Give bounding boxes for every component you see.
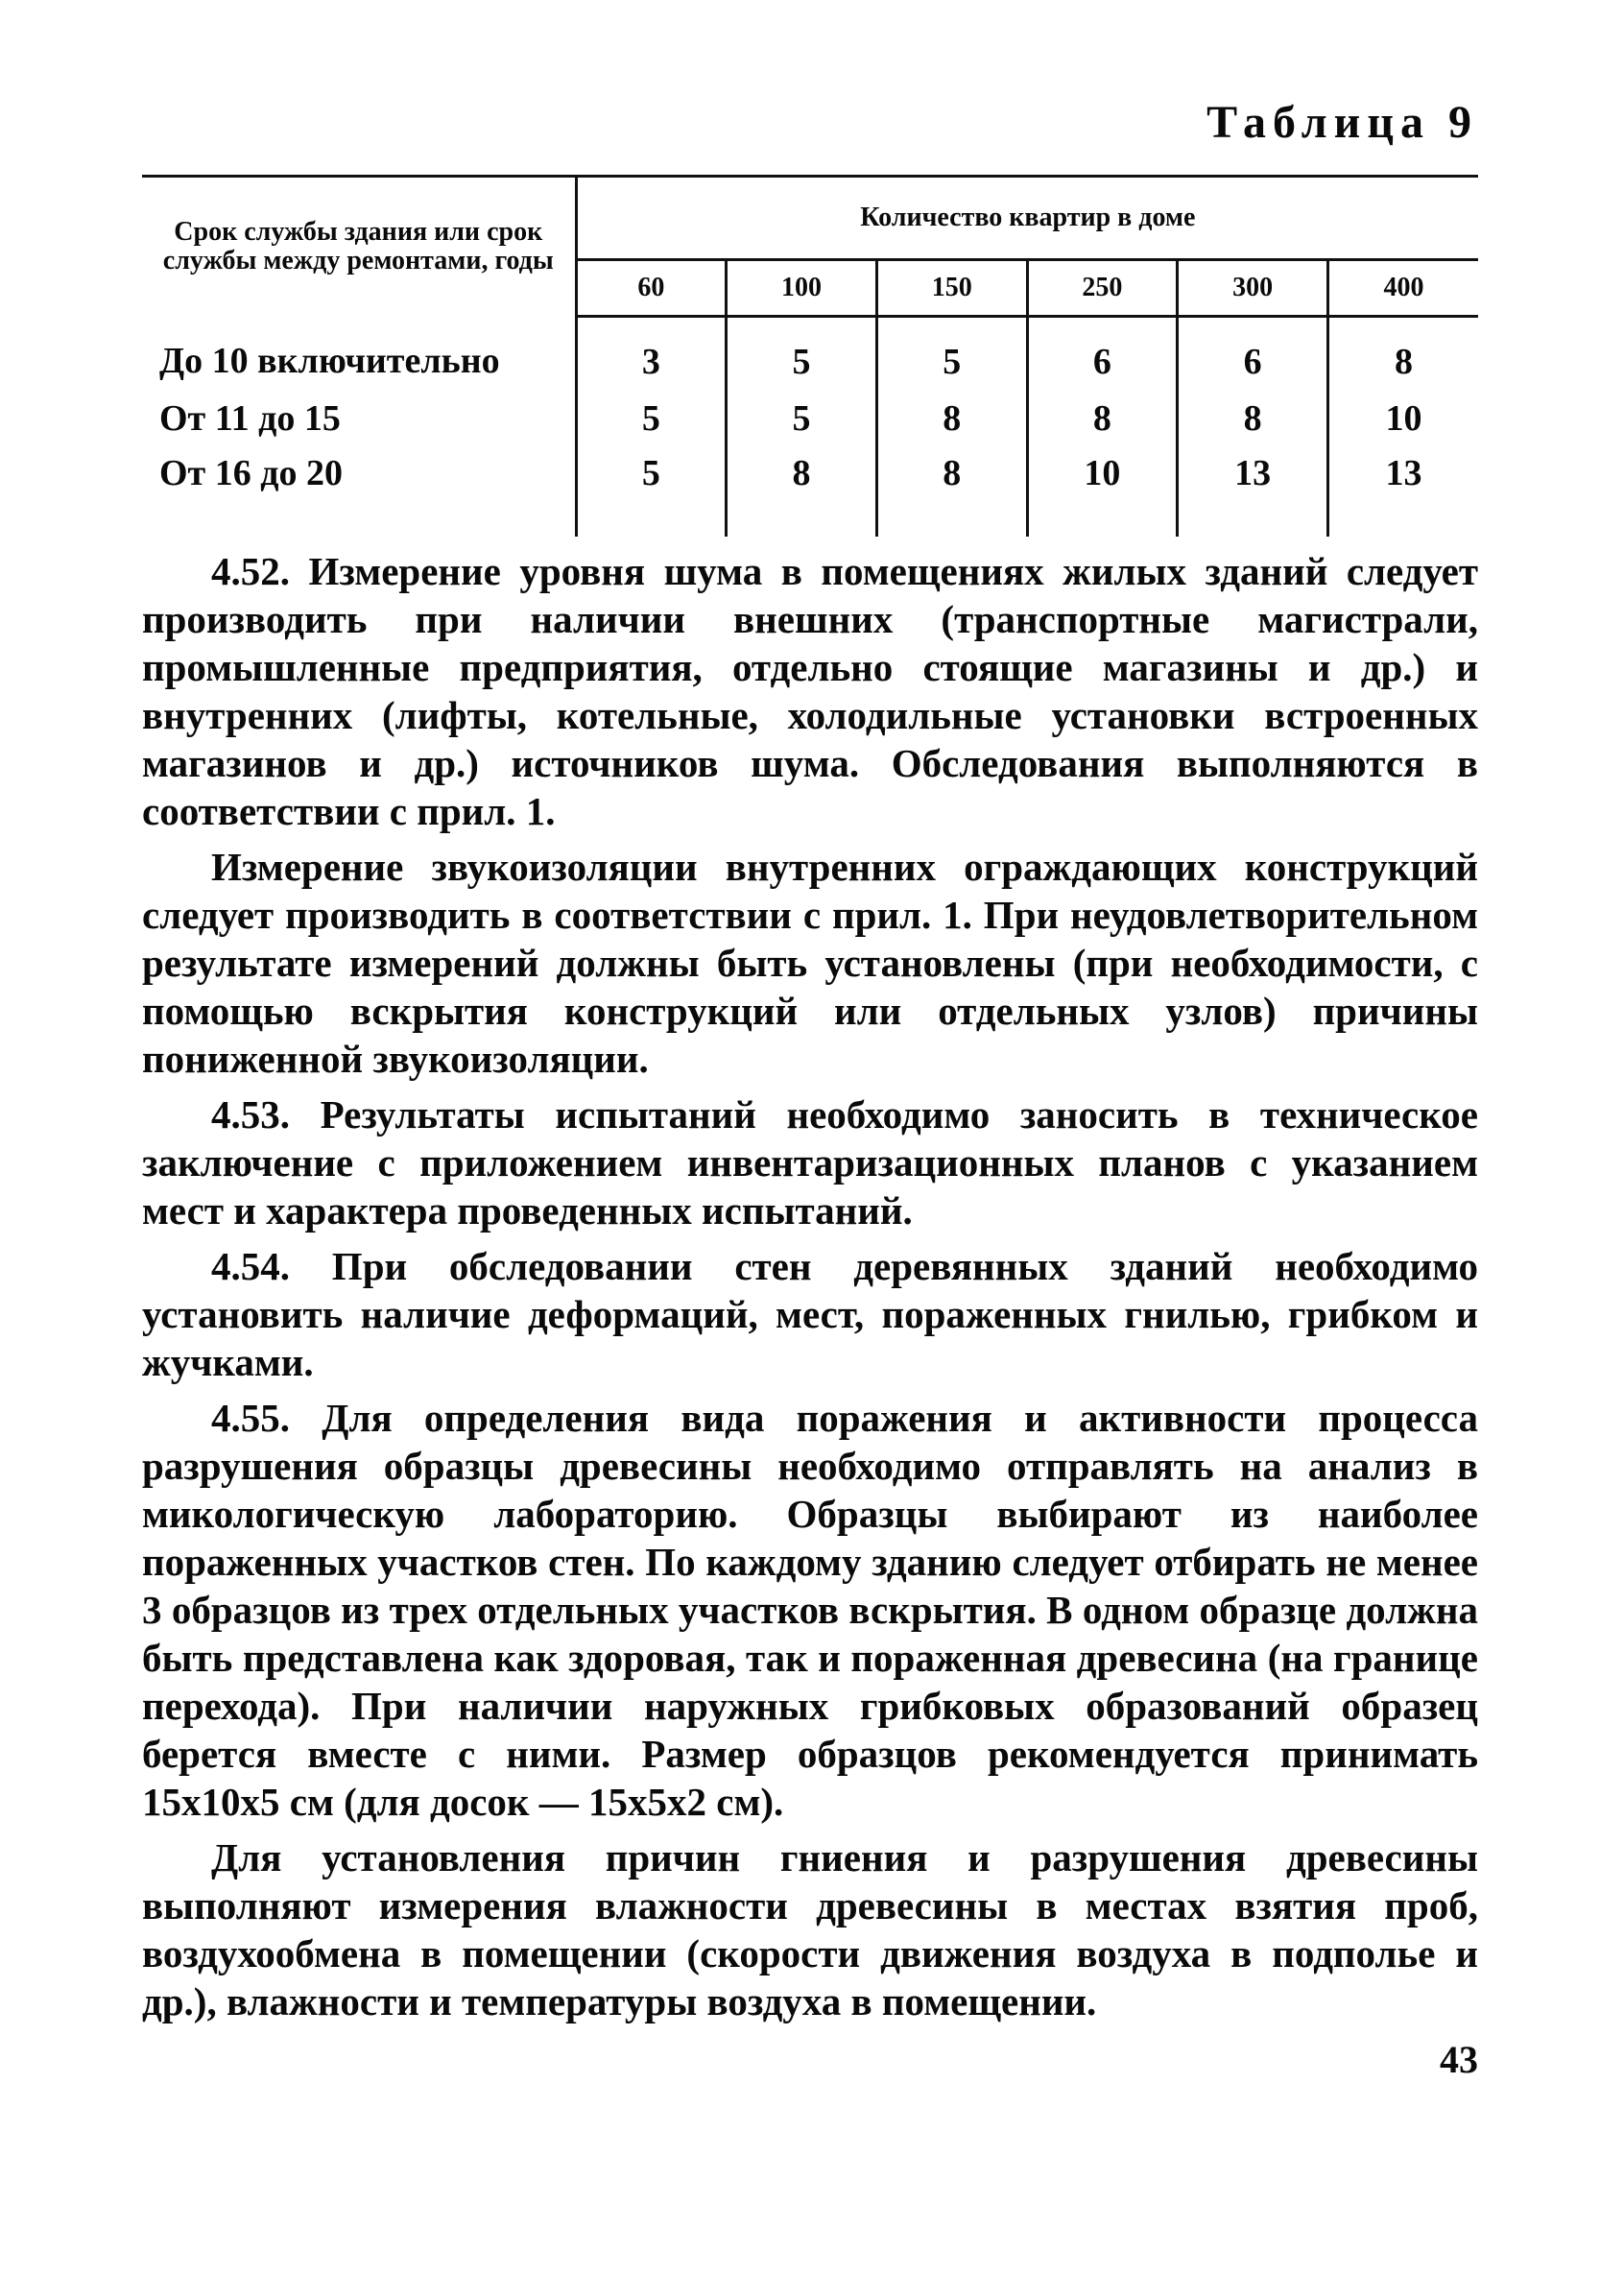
table-row [142, 445, 1478, 500]
table-cell: 10 [1327, 391, 1478, 445]
paragraph: Для установления причин гниения и разрушения древесины выполняют измерения влажности древесины в местах взятия проб, воздухообмена в помещении (скорости движения воздуха в подполье и др.), влажности и температуры воздуха в помещении. [142, 1835, 1478, 2024]
column-header: 400 [1327, 260, 1478, 317]
column-header: 250 [1027, 260, 1178, 317]
table-cell: 8 [1327, 317, 1478, 392]
paragraph: 4.52. Измерение уровня шума в помещениях жилых зданий следует производить при наличии внешних (транспортные магистрали, промышленные предприятия, отдельно стоящие магазины и др.) и внутренних (лифты, котельные, холодильные установки встроенных магазинов и др.) источников шума. Обследования выполняются в соответствии с прил. 1. [142, 549, 1478, 833]
column-header: 150 [876, 260, 1027, 317]
table-row-spacer [142, 500, 1478, 537]
table-cell: 13 [1327, 445, 1478, 500]
group-header: Количество квартир в доме [576, 177, 1478, 260]
page-number: 43 [1440, 2038, 1478, 2081]
table-cell: 5 [641, 452, 660, 493]
row-label: От 16 до 20 [142, 445, 576, 500]
table-cell: 8 [1027, 391, 1178, 445]
table-cell: 6 [1027, 317, 1178, 392]
table-cell-empty [876, 500, 1027, 537]
table-cell: 8 [727, 445, 877, 500]
table-cell-empty [1027, 500, 1178, 537]
row-header: Срок службы здания или срок службы между ремонтами, годы [142, 177, 576, 317]
table-cell: 5 [876, 317, 1027, 392]
table-cell: 5 [727, 317, 877, 392]
paragraph: 4.54. При обследовании стен деревянных зданий необходимо установить наличие деформаций, мест, пораженных гнилью, грибком и жучками. [142, 1244, 1478, 1384]
table-cell-empty [1327, 500, 1478, 537]
table-cell: 8 [876, 445, 1027, 500]
data-table [142, 175, 1478, 537]
table-caption: Таблица 9 [1206, 97, 1478, 148]
body-text [142, 547, 1478, 2033]
table-cell: 5 [641, 397, 660, 439]
table-cell: 13 [1178, 445, 1328, 500]
table-cell: 5 [727, 391, 877, 445]
table-cell: 10 [1027, 445, 1178, 500]
paragraph: 4.55. Для определения вида поражения и активности процесса разрушения образцы древесины необходимо отправлять на анализ в микологическую лабораторию. Образцы выбирают из наиболее пораженных участков стен. По каждому зданию следует отбирать не менее 3 образцов из трех отдельных участков вскрытия. В одном образце должна быть представлена как здоровая, так и пораженная древесина (на границе перехода). При наличии наружных грибковых образований образец берется вместе с ними. Размер образцов рекомендуется принимать 15x10x5 см (для досок — 15x5x2 см). [142, 1396, 1478, 1824]
table-cell-empty [1178, 500, 1328, 537]
table-cell-empty [576, 500, 727, 537]
table-cell: 8 [876, 391, 1027, 445]
table-row [142, 391, 1478, 445]
column-header: 300 [1178, 260, 1328, 317]
paragraph: Измерение звукоизоляции внутренних ограждающих конструкций следует производить в соответствии с прил. 1. При неудовлетворительном результате измерений должны быть установлены (при необходимости, с помощью вскрытия конструкций или отдельных узлов) причины пониженной звукоизоляции. [142, 845, 1478, 1081]
row-label: От 11 до 15 [142, 391, 576, 445]
table-row [142, 317, 1478, 392]
column-header: 100 [727, 260, 877, 317]
paragraph: 4.53. Результаты испытаний необходимо заносить в техническое заключение с приложением инвентаризационных планов с указанием мест и характера проведенных испытаний. [142, 1092, 1478, 1233]
column-header: 60 [576, 260, 727, 317]
table-cell-empty [142, 500, 576, 537]
table-cell: 6 [1178, 317, 1328, 392]
table-cell: 3 [641, 342, 660, 382]
row-label: До 10 включительно [142, 317, 576, 392]
table-cell-empty [727, 500, 877, 537]
table-cell: 8 [1178, 391, 1328, 445]
